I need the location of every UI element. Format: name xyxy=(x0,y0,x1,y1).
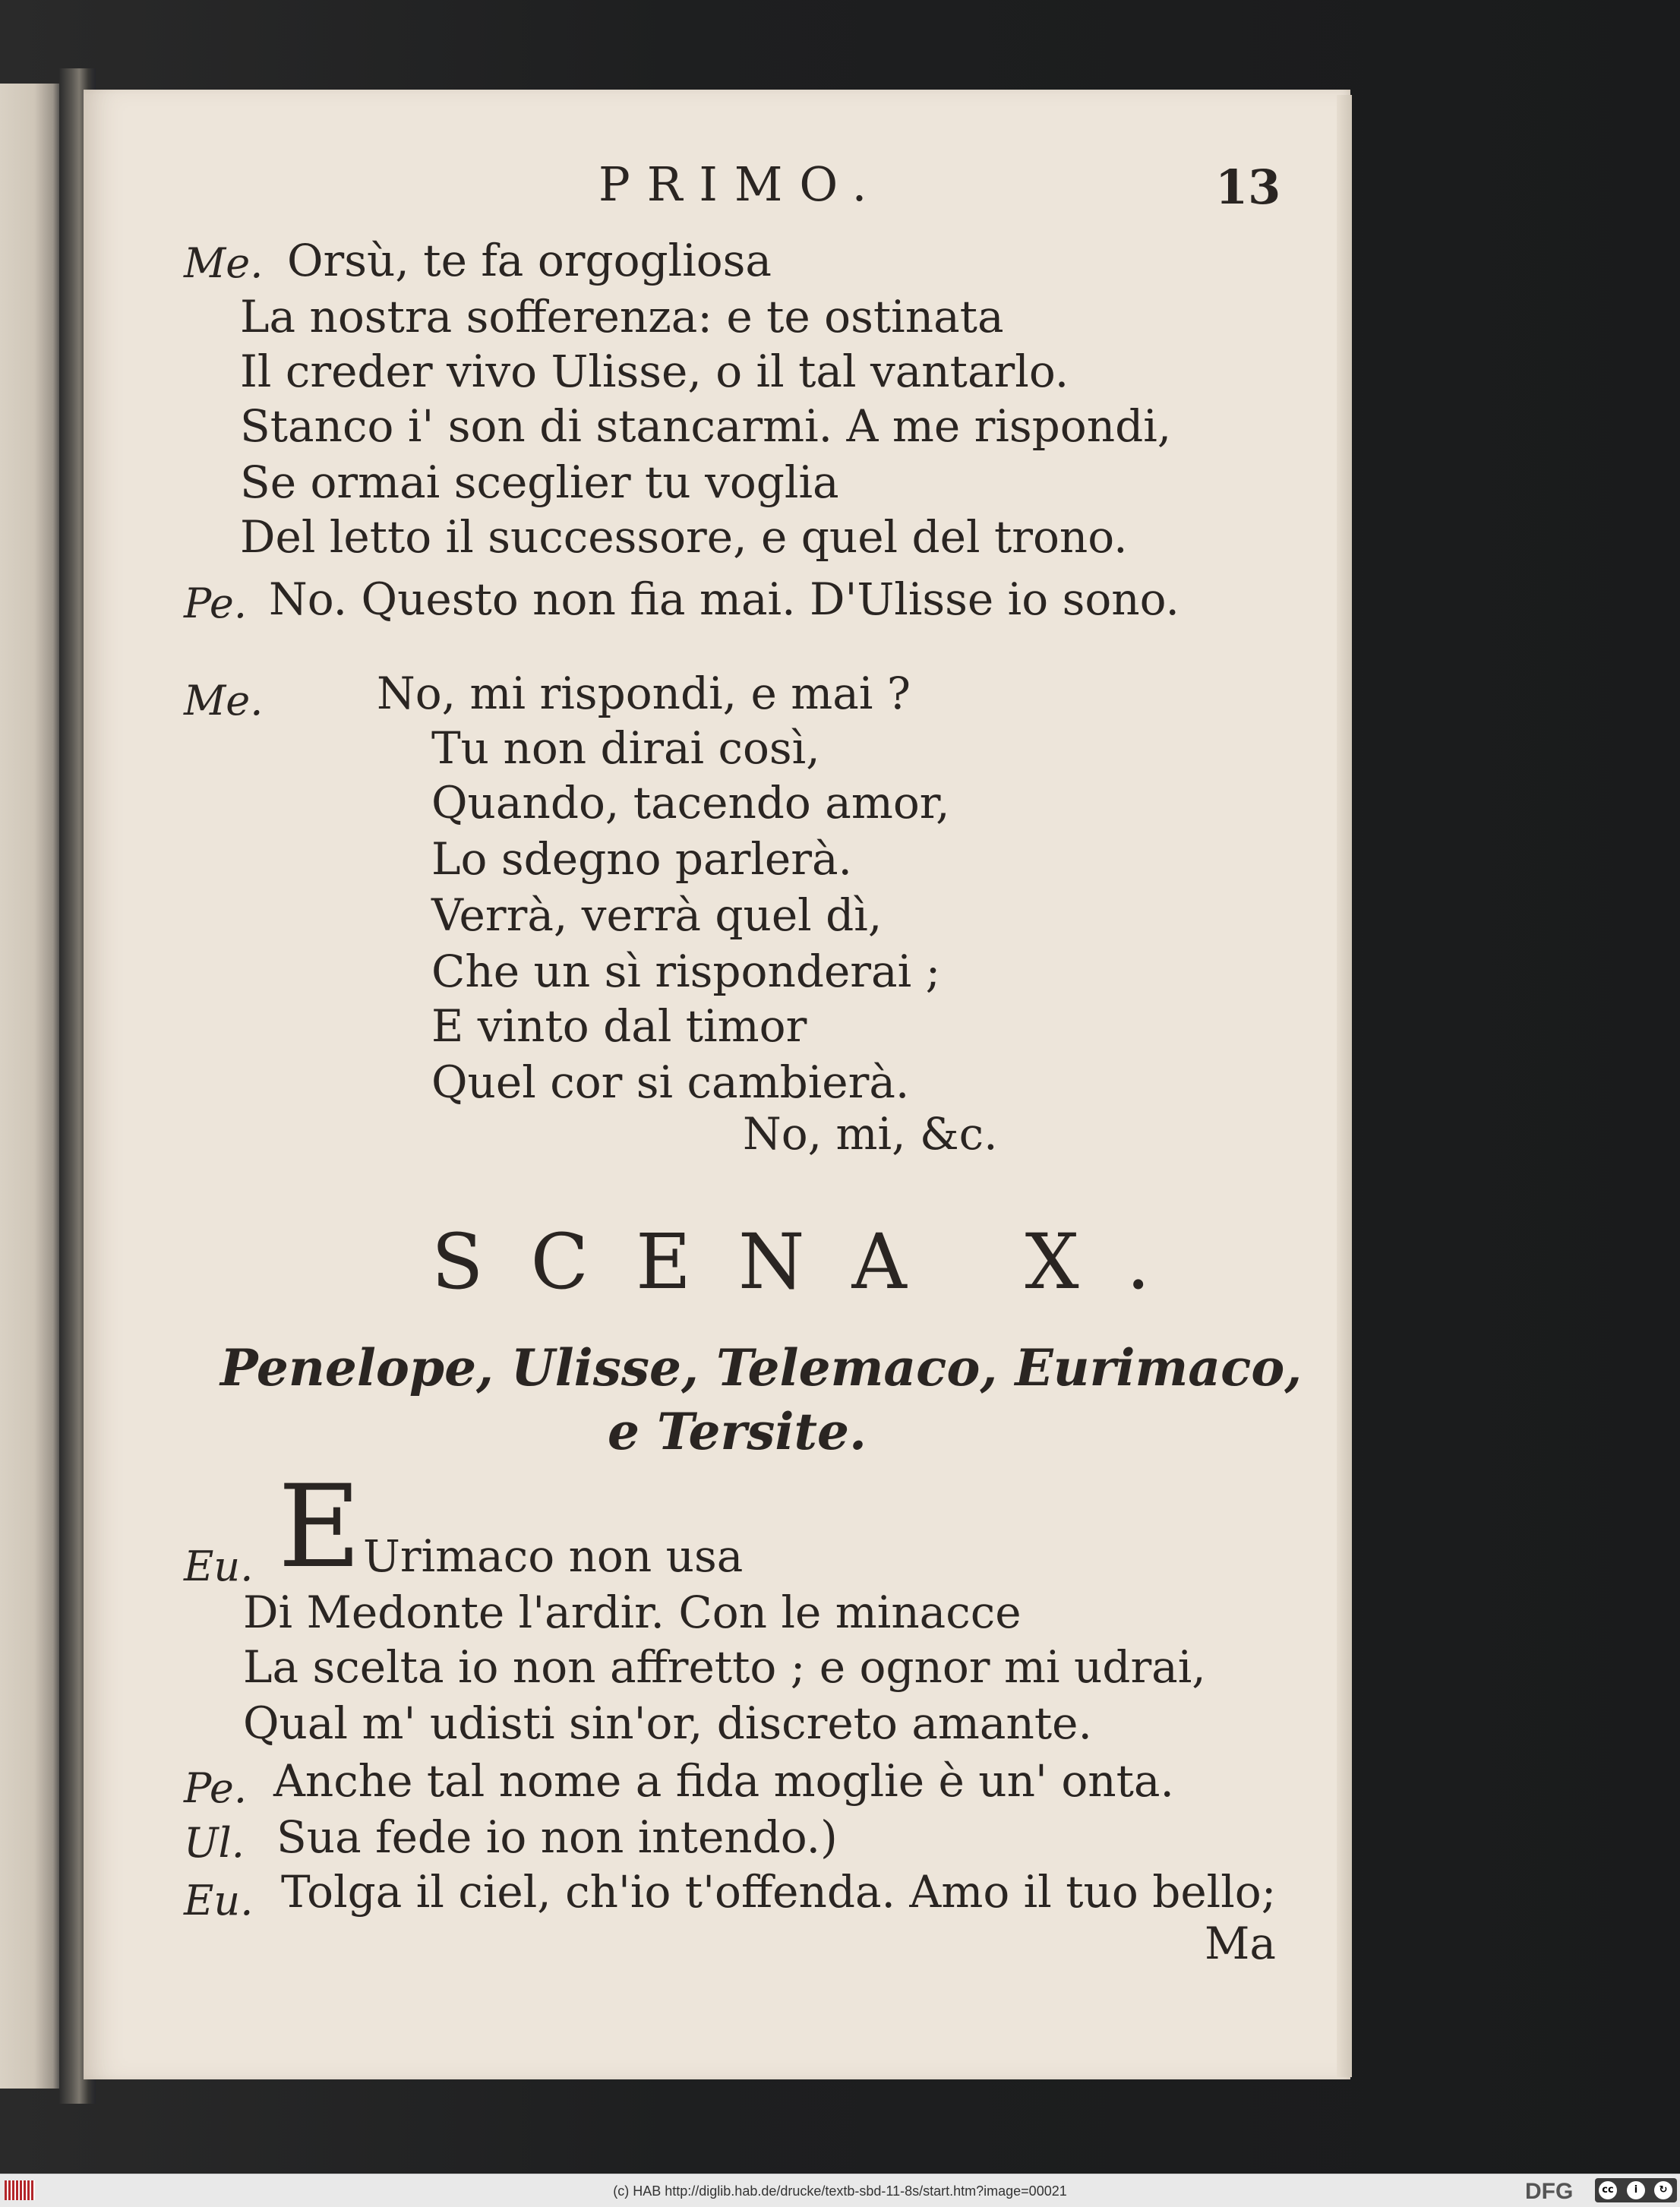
cast-list: Penelope, Ulisse, Telemaco, Eurimaco, xyxy=(220,1338,1303,1397)
verse-line: Sua fede io non intendo.) xyxy=(276,1811,838,1863)
aria-line: Che un sì risponderai ; xyxy=(431,946,941,997)
running-title: PRIMO. xyxy=(598,156,884,212)
verse-line: Se ormai sceglier tu voglia xyxy=(240,456,839,508)
dfg-logo: DFG xyxy=(1525,2179,1574,2204)
previous-page-edge xyxy=(0,84,62,2089)
catchword: Ma xyxy=(1205,1918,1276,1969)
speaker-label: Ul. xyxy=(184,1819,245,1867)
aria-line: Verrà, verrà quel dì, xyxy=(431,889,883,941)
verse-line: Anche tal nome a fida moglie è un' onta. xyxy=(273,1755,1174,1807)
speaker-label: Pe. xyxy=(184,1764,248,1812)
verse-line: Qual m' udisti sin'or, discreto amante. xyxy=(243,1697,1092,1749)
by-icon: i xyxy=(1627,2181,1645,2199)
aria-line: Tu non dirai così, xyxy=(431,722,820,774)
speaker-label: Pe. xyxy=(184,579,248,627)
verse-line: Urimaco non usa xyxy=(363,1530,744,1582)
speaker-label: Me. xyxy=(184,239,264,287)
verse-line: Tolga il ciel, ch'io t'offenda. Amo il tuo bello; xyxy=(281,1866,1277,1918)
sa-icon: ↻ xyxy=(1654,2181,1672,2199)
aria-line: E vinto dal timor xyxy=(431,1000,807,1052)
aria-line: Lo sdegno parlerà. xyxy=(431,833,852,885)
aria-line: No, mi rispondi, e mai ? xyxy=(377,668,911,719)
aria-line: Quando, tacendo amor, xyxy=(431,777,950,829)
verse-line: Orsù, te fa orgogliosa xyxy=(287,235,772,286)
cc-icon: cc xyxy=(1599,2181,1617,2199)
creative-commons-icon[interactable] xyxy=(1595,2178,1677,2202)
cast-list: e Tersite. xyxy=(608,1402,867,1461)
verse-line: La nostra sofferenza: e te ostinata xyxy=(240,291,1004,343)
da-capo: No, mi, &c. xyxy=(743,1108,998,1160)
speaker-label: Eu. xyxy=(184,1542,254,1590)
verse-line: Del letto il successore, e quel del trono. xyxy=(240,511,1128,563)
viewer-footer xyxy=(0,2174,1680,2207)
source-citation[interactable]: (c) HAB http://diglib.hab.de/drucke/textb-sbd-11-8s/start.htm?image=00021 xyxy=(613,2183,1067,2199)
drop-capital: E xyxy=(278,1461,362,1593)
page-number: 13 xyxy=(1215,159,1281,215)
speaker-label: Me. xyxy=(184,677,264,725)
page-right-edge xyxy=(1337,95,1352,2077)
verse-line: La scelta io non affretto ; e ognor mi udrai, xyxy=(243,1641,1206,1693)
aria-line: Quel cor si cambierà. xyxy=(431,1056,910,1108)
verse-line: No. Questo non fia mai. D'Ulisse io sono. xyxy=(269,573,1179,625)
scene-title: SCENA X. xyxy=(431,1217,1198,1306)
verse-line: Il creder vivo Ulisse, o il tal vantarlo. xyxy=(240,346,1069,397)
speaker-label: Eu. xyxy=(184,1877,254,1924)
verse-line: Stanco i' son di stancarmi. A me rispondi, xyxy=(240,400,1172,452)
verse-line: Di Medonte l'ardir. Con le minacce xyxy=(243,1587,1022,1638)
